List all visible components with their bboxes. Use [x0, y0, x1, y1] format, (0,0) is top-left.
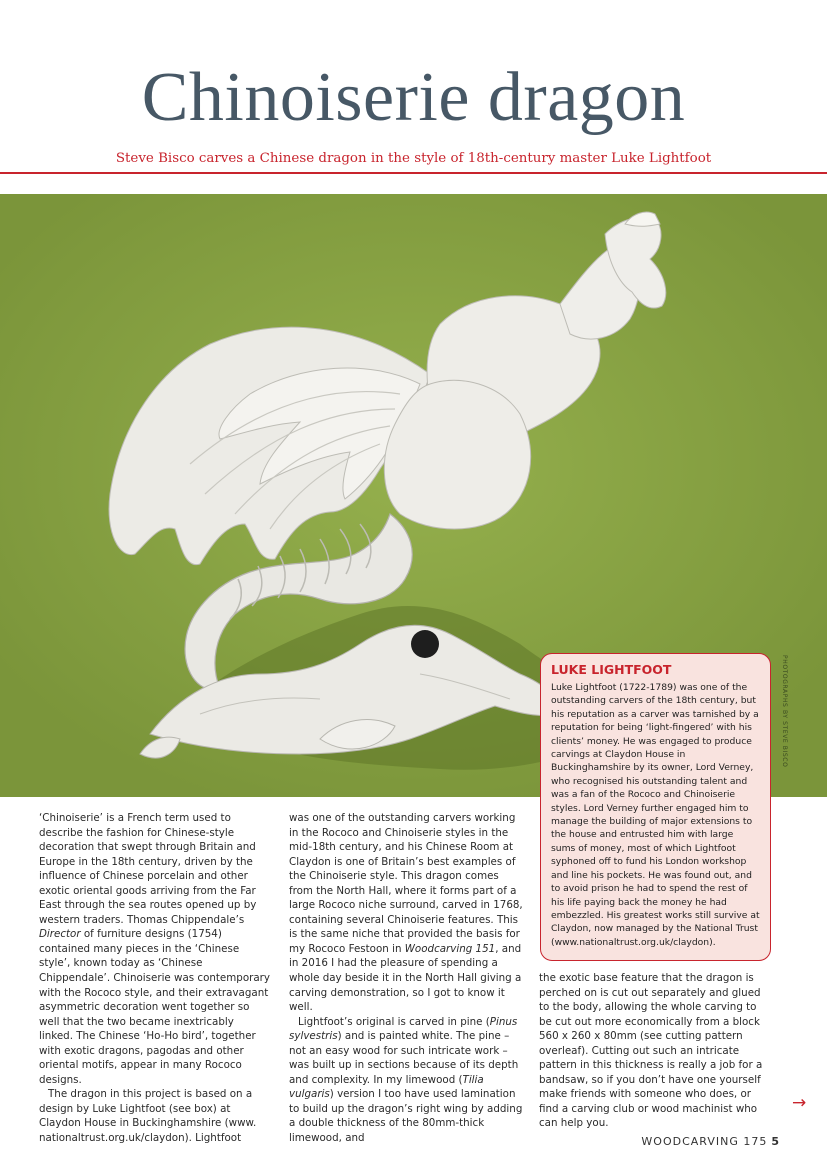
header-rule	[0, 172, 827, 174]
italic-text: Pinus sylvestris	[289, 1015, 518, 1043]
body-column-3	[539, 971, 771, 1131]
paragraph	[289, 811, 523, 1015]
paragraph: the exotic base feature that the dragon is perched on is cut out separately and glued to the body, allowing the whole carving to be cut out more economically from a block 560 x 260 x 80mm (see cutting pattern overleaf). Cutting out such an intricate pattern in this thickness is really a job for a bandsaw, so if you don’t have one yourself make friends with someone who does, or find a carving club or wood machinist who can help you.	[539, 972, 763, 1130]
text-run: ‘Chinoiserie’ is a French term used to describe the fashion for Chinese-style decoration that swept through Britain and Europe in the 18th century, driven by the influence of Chinese porcelain and other exotic oriental goods arriving from the Far East through the sea routes opened up by western traders. Thomas Chippendale’s	[39, 812, 257, 926]
text-run: Lightfoot’s original is carved in pine (	[298, 1015, 490, 1028]
paragraph	[289, 1015, 523, 1146]
luke-lightfoot-box	[540, 653, 771, 961]
continue-arrow-icon: →	[792, 1093, 807, 1113]
photo-credit: PHOTOGRAPHS BY STEVE BISCO	[781, 655, 788, 768]
text-run: of furniture designs (1754) contained many pieces in the ‘Chinese style’, known today as ‘Chinese Chippendale’. Chinoiserie was contemporary with the Rococo style, and their extravagant asymmetric decoration went together so well that the two became inextricably linked. The Chinese ‘Ho-Ho bird’, together with exotic dragons, pagodas and other oriental motifs, appear in many Rococo designs.	[39, 928, 271, 1086]
text-run: ) and is painted white. The pine – not an easy wood for such intricate work – was built up in sections because of its depth and complexity. In my limewood (	[289, 1030, 519, 1086]
article-title: Chinoiserie dragon	[141, 59, 686, 136]
page-number: 5	[771, 1135, 780, 1148]
text-run: ) version I too have used lamination to build up the dragon’s right wing by adding a double thickness of the 80mm-thick limewood, and	[289, 1088, 523, 1145]
italic-text: Director	[39, 928, 81, 941]
box-text: Luke Lightfoot (1722-1789) was one of the outstanding carvers of the 18th century, but his reputation as a carver was tarnished by a reputation for being ‘light-fingered’ with his clients’ money. He was engaged to produce carvings at Claydon House in Buckinghamshire by its owner, Lord Verney, who recognised his outstanding talent and was a fan of the Rococo and Chinoiserie styles. Lord Verney further engaged him to manage the building of major extensions to the house and entrusted him with large sums of money, most of which Lightfoot syphoned off to fund his London workshop and line his pockets. He was found out, and to avoid prison he had to spend the rest of his life paying back the money he had embezzled. His greatest works still survive at Claydon, now managed by the National Trust (www.nationaltrust.org.uk/claydon).	[551, 682, 760, 948]
italic-text: Woodcarving 151	[404, 942, 496, 955]
box-title: LUKE LIGHTFOOT	[551, 662, 672, 677]
body-column-1	[39, 811, 271, 1146]
magazine-name: WOODCARVING 175	[641, 1135, 768, 1148]
text-run: was one of the outstanding carvers working in the Rococo and Chinoiserie styles in the mid-18th century, and his Chinese Room at Claydon is one of Britain’s best examples of the Chinoiserie style. This dragon comes from the North Hall, where it forms part of a large Rococo niche surround, carved in 1768, containing several Chinoiserie features. This is the same niche that provided the basis for my Rococo Festoon in	[289, 812, 523, 955]
paragraph: The dragon in this project is based on a design by Luke Lightfoot (see box) at Claydon House in Buckinghamshire (www. nationaltrust.org.uk/claydon). Lightfoot	[39, 1088, 257, 1145]
page-footer	[641, 1135, 780, 1148]
italic-text: Tilia vulgaris	[289, 1073, 484, 1101]
paragraph	[39, 811, 271, 1087]
article-subtitle: Steve Bisco carves a Chinese dragon in the style of 18th-century master Luke Lightfoot	[115, 151, 712, 166]
text-run: , and in 2016 I had the pleasure of spending a whole day beside it in the North Hall giving a carving demonstration, so I got to know it well.	[289, 942, 522, 1014]
body-column-2	[289, 811, 523, 1146]
